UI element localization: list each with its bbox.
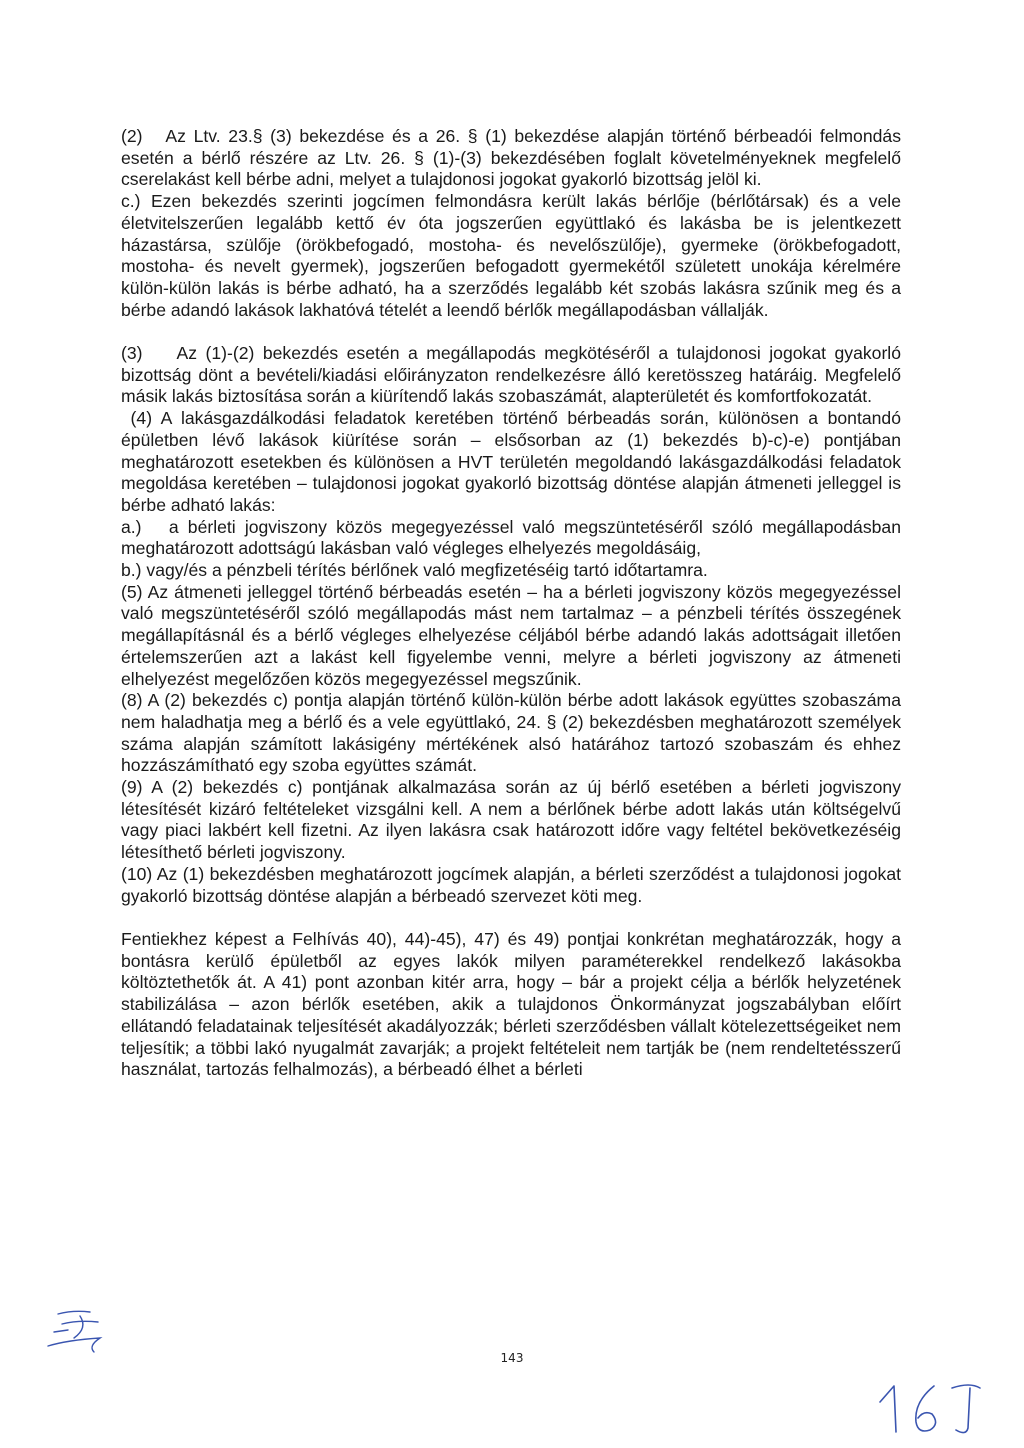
paragraph-3: (3) Az (1)-(2) bekezdés esetén a megállapodás megkötéséről a tulajdonosi jogokat gyakorló bizottság dönt a bevételi/kiadási előirányzaton rendelkezésre álló keretösszeg határáig. Megfelelő másik lakás biztosítása során a kiürítendő lakás szobaszámát, alapterületét és komfortfokozatát. bbox=[121, 343, 901, 407]
handwritten-number-text bbox=[0, 0, 1, 1]
page-number: 143 bbox=[500, 1351, 524, 1365]
paragraph-fentiekhez: Fentiekhez képest a Felhívás 40), 44)-45), 47) és 49) pontjai konkrétan meghatározzák, hogy a bontásra kerülő épületből az egyes lakók milyen paraméterekkel rendelkező lakásokba költöztethetők át. A 41) pont azonban kitér arra, hogy – bár a projekt célja a bérlők helyzetének stabilizálása – azon bérlők esetében, akik a tulajdonos Önkormányzat jogszabályban előírt ellátandó feladatainak teljesítését akadályozzák; bérleti szerződésben vállalt kötelezettségeiket nem teljesítik; a többi lakó nyugalmát zavarják; a projekt feltételeit nem tartják be (nem rendeltetésszerű használat, tartozás felhalmozás), a bérbeadó élhet a bérleti bbox=[121, 928, 901, 1080]
paragraph-9: (9) A (2) bekezdés c) pontjának alkalmazása során az új bérlő esetében a bérleti jogviszony létesítését kizáró feltételeket vizsgálni kell. A nem a bérlőnek bérbe adott lakás után költségelvű vagy piaci lakbért kell fizetni. Az ilyen lakásra csak határozott időre vagy feltétel bekövetkezéséig létesíthető bérleti jogviszony. bbox=[121, 777, 901, 863]
paragraph-10: (10) Az (1) bekezdésben meghatározott jogcímek alapján, a bérleti szerződést a tulajdonosi jogokat gyakorló bizottság döntése alapján a bérbeadó szervezet köti meg. bbox=[121, 863, 901, 906]
document-body bbox=[121, 126, 901, 1081]
paragraph-2c: c.) Ezen bekezdés szerinti jogcímen felmondásra került lakás bérlője (bérlőtársak) és a vele életvitelszerűen legalább kettő év óta jogszerűen együttlakó és lakásba be is jelentkezett házastársa, szülője (örökbefogadó, mostoha- és nevelőszülője), gyermeke (örökbefogadott, mostoha- és nevelt gyermek), jogszerűen befogadott gyermekétől született unokája kérelmére külön-külön lakás is bérbe adható, ha a szerződés legalább két szobás lakásra szűnik meg és a bérbe adandó lakások lakhatóvá tételét a leendő bérlők megállapodásban vállalják. bbox=[121, 191, 901, 320]
paragraph-5: (5) Az átmeneti jelleggel történő bérbeadás esetén – ha a bérleti jogviszony közös megegyezéssel való megszüntetéséről szóló megállapodás mást nem tartalmaz – a pénzbeli térítés összegének megállapításnál és a bérlő végleges elhelyezése céljából bérbe adandó lakás adottságait illetően értelemszerűen azt a lakást kell figyelembe venni, melyre a bérleti jogviszony az átmeneti elhelyezést megelőzően közös megegyezéssel megszűnik. bbox=[121, 581, 901, 689]
paragraph-4a: a.) a bérleti jogviszony közös megegyezéssel való megszüntetéséről szóló megállapodásban meghatározott adottságú lakásban való végleges elhelyezés megoldásáig, bbox=[121, 516, 901, 559]
paragraph-8: (8) A (2) bekezdés c) pontja alapján történő külön-külön bérbe adott lakások együttes szobaszáma nem haladhatja meg a bérlő és a vele együttlakó, 24. § (2) bekezdésben meghatározott személyek száma alapján számított lakásigény mértékének alsó határához tartozó szobaszám és ehhez hozzászámítható egy szoba együttes számát. bbox=[121, 690, 901, 776]
paragraph-2: (2) Az Ltv. 23.§ (3) bekezdése és a 26. § (1) bekezdése alapján történő bérbeadói felmondás esetén a bérlő részére az Ltv. 26. § (1)-(3) bekezdésében foglalt követelményeknek megfelelő cserelakást kell bérbe adni, melyet a tulajdonosi jogokat gyakorló bizottság jelöl ki. bbox=[121, 126, 901, 190]
paragraph-4b: b.) vagy/és a pénzbeli térítés bérlőnek való megfizetéséig tartó időtartamra. bbox=[121, 560, 708, 581]
paragraph-4: (4) A lakásgazdálkodási feladatok keretében történő bérbeadás során, különösen a bontandó épületben lévő lakások kiürítése során – elsősorban az (1) bekezdés b)-c)-e) pontjában meghatározott esetekben és különösen a HVT területén megoldandó lakásgazdálkodási feladatok megoldása keretében – tulajdonosi jogokat gyakorló bizottság döntése alapján átmeneti jelleggel is bérbe adható lakás: bbox=[121, 408, 901, 515]
handwritten-page-number bbox=[870, 1372, 1000, 1442]
